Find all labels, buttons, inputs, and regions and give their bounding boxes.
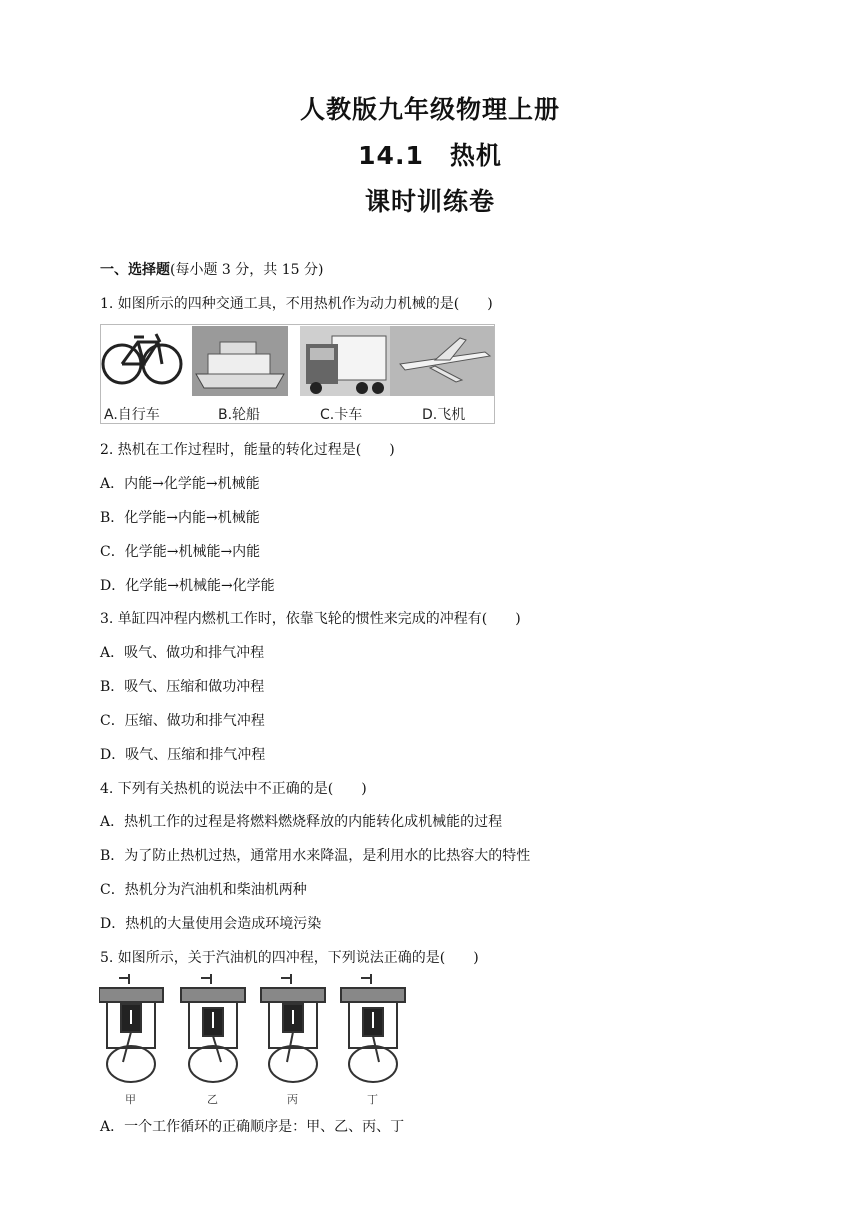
section-heading-note: (每小题 3 分，共 15 分): [170, 262, 324, 278]
question-4-option-a: A．热机工作的过程是将燃料燃烧释放的内能转化成机械能的过程: [100, 814, 503, 830]
question-2-option-c: C．化学能→机械能→内能: [100, 544, 261, 560]
question-1-figure: [100, 324, 495, 424]
question-4-option-d: D．热机的大量使用会造成环境污染: [100, 916, 322, 932]
figure-caption-yi: 乙: [207, 1093, 218, 1106]
question-2-stem: 2. 热机在工作过程时，能量的转化过程是( ): [100, 442, 395, 458]
engine-stroke-icon: [99, 974, 163, 1082]
engine-stroke-icon: [181, 974, 245, 1082]
ship-icon: [192, 326, 288, 396]
airplane-icon: [390, 326, 494, 396]
question-5-option-a: A．一个工作循环的正确顺序是：甲、乙、丙、丁: [100, 1119, 405, 1135]
question-4-option-b: B．为了防止热机过热，通常用水来降温，是利用水的比热容大的特性: [100, 848, 531, 864]
question-2-option-d: D．化学能→机械能→化学能: [100, 578, 275, 594]
question-4-option-c: C．热机分为汽油机和柴油机两种: [100, 882, 307, 898]
figure-caption-a: A.自行车: [104, 407, 160, 423]
question-5-stem: 5. 如图所示，关于汽油机的四冲程，下列说法正确的是( ): [100, 950, 479, 966]
bicycle-icon: [103, 334, 181, 383]
question-5-figure: [99, 972, 409, 1108]
figure-caption-b: B.轮船: [218, 407, 261, 423]
engine-stroke-icon: [341, 974, 405, 1082]
figure-caption-jia: 甲: [125, 1093, 136, 1106]
question-3-option-d: D．吸气、压缩和排气冲程: [100, 747, 266, 763]
section-heading: [100, 259, 323, 279]
question-3-option-b: B．吸气、压缩和做功冲程: [100, 679, 265, 695]
question-1-stem: 1. 如图所示的四种交通工具，不用热机作为动力机械的是( ): [100, 296, 493, 312]
truck-icon: [300, 326, 390, 396]
question-3-option-a: A．吸气、做功和排气冲程: [100, 645, 265, 661]
figure-caption-bing: 丙: [287, 1093, 298, 1106]
question-4-stem: 4. 下列有关热机的说法中不正确的是( ): [100, 781, 367, 797]
chapter-title: 14.1 热机: [358, 141, 502, 170]
figure-caption-ding: 丁: [367, 1093, 378, 1106]
figure-caption-c: C.卡车: [320, 407, 363, 423]
engine-stroke-icon: [261, 974, 325, 1082]
question-2-option-b: B．化学能→内能→机械能: [100, 510, 260, 526]
section-heading-label: 一、选择题: [100, 262, 170, 278]
page-subtitle: 课时训练卷: [364, 187, 495, 216]
figure-caption-d: D.飞机: [422, 407, 466, 423]
question-3-option-c: C．压缩、做功和排气冲程: [100, 713, 265, 729]
question-2-option-a: A．内能→化学能→机械能: [100, 476, 260, 492]
page-title: 人教版九年级物理上册: [299, 95, 560, 124]
question-3-stem: 3. 单缸四冲程内燃机工作时，依靠飞轮的惯性来完成的冲程有( ): [100, 611, 521, 627]
